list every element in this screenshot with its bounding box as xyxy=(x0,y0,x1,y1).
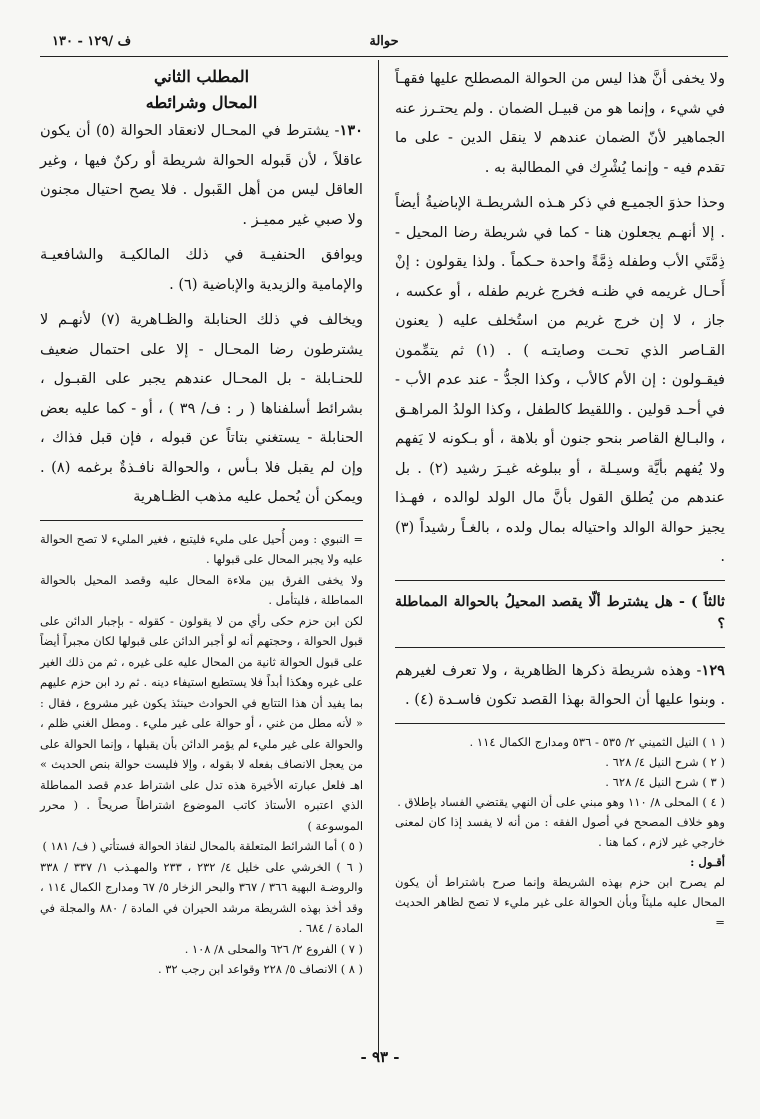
footnote: أقـول : xyxy=(690,854,725,869)
footnote: ( ٣ ) شرح النيل ٤/ ٦٢٨ . xyxy=(605,774,725,789)
paragraph xyxy=(40,116,363,234)
footnote: ( ٨ ) الانصاف ٥/ ٢٢٨ وقواعد ابن رجب ٣٢ . xyxy=(158,962,363,976)
footnote-rule xyxy=(40,520,363,521)
right-column xyxy=(395,64,725,932)
notes xyxy=(40,529,363,980)
footnote: ( ٢ ) شرح النيل ٤/ ٦٢٨ . xyxy=(605,754,725,769)
footnote: وهو خلاف المصحح في أصول الفقه : من أنه لا يفسد إذا كان لمعنى خارجي غير لازم ، كما هنا . xyxy=(395,814,725,849)
paragraph: ويوافق الحنفيـة في ذلك المالكيـة والشافعيـة والإمامية والزيدية والإباضية (٦) . xyxy=(40,246,363,293)
footnote: ( ١ ) النيل الثميني ٢/ ٥٣٥ - ٥٣٦ ومدارج الكمال ١١٤ . xyxy=(469,734,725,749)
paragraph xyxy=(395,656,725,715)
footnotes xyxy=(395,732,725,932)
paragraph: ويخالف في ذلك الحنابلة والظـاهرية (٧) لأنهـم لا يشترطون رضا المحـال - إلا على احتمال ضعيف للحنـابلة - بل المحـال عندهم يجبر على القبـول ، بشرائط أسلفناها ( ر : ف/ ٣٩ ) ، أو - كما عليه بعض الحنابلة - يستغني بتاتاً عن قبوله ، فإن قبل فذاك ، وإن لم يقبل فلا بـأس ، والحوالة نافـذةٌ برغمه (٨) . ويمكن أن يُحمل عليه مذهب الظـاهرية xyxy=(40,311,363,505)
footnote: ( ٤ ) المحلى ٨/ ١١٠ وهو مبني على أن النهي يقتضي الفساد بإطلاق . xyxy=(397,794,725,809)
divider xyxy=(395,647,725,648)
footnote: ( ٥ ) أما الشرائط المتعلقة بالمحال لنفاذ الحوالة فستأتي ( ف/ ١٨١ ) xyxy=(42,839,363,853)
column-divider xyxy=(378,60,379,1058)
paragraph: ولا يخفى أنَّ هذا ليس من الحوالة المصطلح عليها فقهـاً في شيء ، وإنما هو من قبيـل الضمان . ولم يحتـرز عنه الجماهير لأنّ الضمان عندهم لا ينقل الدين - على ما تقدم فيه - وإنما يُشْرِك في المطالبة به . xyxy=(395,70,725,176)
section-number: ١٣٠ xyxy=(339,122,364,139)
footnote: لم يصرح ابن حزم بهذه الشريطة وإنما صرح باشتراط أن يكون المحال عليه مليئاً وبأن الحوالة على غير مليء لا تصح لظاهر الحديث = xyxy=(395,874,725,929)
running-header xyxy=(40,28,728,56)
footnote-rule xyxy=(395,723,725,724)
section-number: ١٢٩ xyxy=(701,661,725,679)
footnote: ولا يخفى الفرق بين ملاءة المحال عليه وقصد المحيل بالحوالة المماطلة ، فليتأمل . xyxy=(40,572,363,607)
paragraph-text: - يشترط في المحـال لانعقاد الحوالة (٥) أن يكون عاقلاً ، لأن قَبوله الحوالة شريطة أو ركنٌ فيها ، وغير العاقل ليس من أهل القَبول . فلا يصح احتيال مجنون ولا صبي غير مميـز . xyxy=(40,122,363,228)
section-heading: المطلب الثاني xyxy=(153,67,250,86)
left-column xyxy=(40,64,363,980)
subheading: ثالثاً ) - هل يشترط ألّا يقصد المحيلُ بالحوالة المماطلة ؟ xyxy=(395,593,725,632)
paragraph-text: - وهذه شريطة ذكرها الظاهرية ، ولا تعرف لغيرهم . وبنوا عليها أن الحوالة بهذا القصد تكون فاسـدة (٤) . xyxy=(395,661,725,708)
section-subheading: المحال وشرائطه xyxy=(145,93,258,112)
page-number: - ٩٣ - xyxy=(360,1048,400,1066)
running-title: حوالة xyxy=(369,34,399,49)
footnote: لكن ابن حزم حكى رأي من لا يقولون - كقوله - بإجبار الدائن على قبول الحوالة ، وحجتهم أنه لو أجبر الدائن على قبولها لكان مجبراً أيضاً على قبول الحوالة ثانية من المحال عليه على غيره ، ثم من ذلك الغير على غيره وهكذا أبداً فلا يستطيع استيفاء دينه . ثم رد ابن حزم عليهم بما يفيد أن هذا التتابع في الحوادث حينئذ يكون غير مشروع ، فقال : « لأنه مطل من غني ، أو حوالة على غير مليء . ومطل الغني ظلم ، والحوالة على غير مليء لم يؤمر الدائن بأن يقبلها ، وإنما الحوالة على من يعجل الانصاف بفعله لا بقوله ، وإلا فليست حوالة بنص الحديث » اهـ فلعل عبارته الأخيرة هذه تدل على اشتراط عدم قصد المماطلة الذي اعتبره الأستاذ كاتب الموضوع اشتراطاً صريحاً . ( محرر الموسوعة ) xyxy=(40,613,363,833)
header-rule xyxy=(40,56,728,57)
section-reference: ف /١٢٩ - ١٣٠ xyxy=(52,34,132,49)
paragraph: وحذا حذوَ الجميـع في ذكر هـذه الشريطـة الإباضيةُ أيضاً . إلا أنهـم يجعلون هنا - كما في شريطة رضا المحيل - ذِمَّتَي الأب وطفله ذِمَّةً واحدة حـكماً . ولذا يقولون : إنْ أَحـال غريمه في ظنـه فخرج غريم طفله ، أو عكسه ، جاز ، لا إن خرج غريم من استُخلف عليه ( يعنون القـاصر الذي تحـت وصايتـه ) . (١) ثم يتمِّمون فيقـولون : إن الأم كالأب ، وكذا الجدُّ - عند عدم الأب - في أحـد قولين . واللقيط كالطفل ، وكذا الولدُ المراهـق ، والبـالغ القاصر بنحو جنون أو بلاهة ، أو بـكونه لا يَفهم ولا يُفهم بأيَّة وسيـلة ، أو ببلوغه غيـرَ رشيد (٢) . بل عندهم من يُطلق القول بأنَّ مال الولد لوالده ، فهـذا يجيز حوالة الوالد واحتياله بمال ولده ، بالغـاً رشيداً (٣) . xyxy=(395,194,725,565)
divider xyxy=(395,580,725,581)
footnote: ( ٦ ) الخرشي على خليل ٤/ ٢٣٢ ، ٢٣٣ والمهـذب ١/ ٣٣٧ / ٣٣٨ والروضـة البهية ٣٦٦ / ٣٦٧ والبحر الزخار ٥/ ٦٧ ومدارج الكمال ١١٤ ، وقد أخذ بهذه الشريطة مرشد الحيران في المادة / ٨٨٠ والمجلة في المادة / ٦٨٤ . xyxy=(40,859,363,935)
footnote: ( ٧ ) الفروع ٢/ ٦٢٦ والمحلى ٨/ ١٠٨ . xyxy=(184,941,363,956)
footnote: = النبوي : ومن أُحيل على مليء فليتبع ، فغير المليء لا تصح الحوالة عليه ولا يجبر المحال على قبولها . xyxy=(40,531,363,566)
